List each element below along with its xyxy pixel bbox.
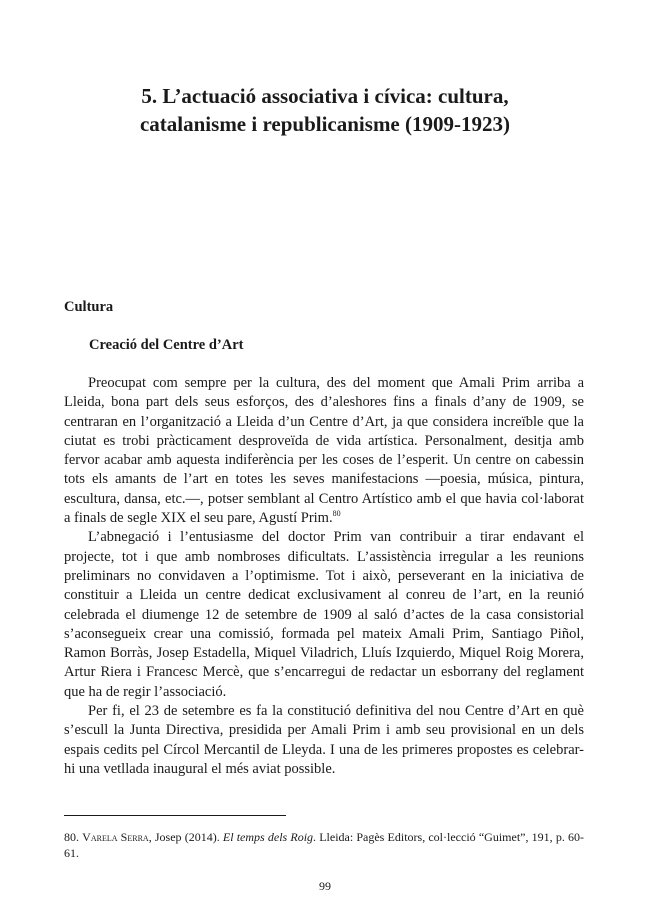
footnote-author: Varela Serra (82, 830, 149, 844)
subsection-heading: Creació del Centre d’Art (89, 337, 244, 353)
paragraph-2 (64, 528, 584, 702)
chapter-title-line-2: catalanisme i republicanisme (1909-1923) (139, 112, 510, 136)
section-heading: Cultura (64, 299, 114, 315)
footnote (64, 829, 584, 861)
footnote-divider (64, 815, 286, 816)
footnote-book-title: El temps dels Roig (222, 830, 314, 844)
paragraph-2-text: L’abnegació i l’entusiasme del doctor Prim van contribuir a tirar endavant el projecte, tot i que amb nombroses dificultats. L’assistència irregular a les reunions preliminars no convidaven a l’optimisme. Tot i això, perseverant en la iniciativa de constituir a Lleida un centre dedicat exclusivament al conreu de l’art, en la reunió celebrada el diumenge 12 de setembre de 1909 al saló d’actes de la casa consistorial s’aconsegueix crear una comissió, formada pel mateix Amali Prim, Santiago Piñol, Ramon Borràs, Josep Estadella, Miquel Viladrich, Lluís Izquierdo, Miquel Roig Morera, Artur Riera i Francesc Mercè, que s’encarregui de redactar un esborrany del reglament que ha de regir l’associació. (64, 529, 584, 700)
paragraph-1-text: Preocupat com sempre per la cultura, des del moment que Amali Prim arriba a Lleida, bona part dels seus esforços, des d’aleshores fins a finals d’any de 1909, se centraran en l’organització a Lleida d’un Centre d’Art, ja que considera increïble que la ciutat es trobi pràcticament desproveïda de vida artística. Personalment, desitja amb fervor acabar amb aquesta indiferència per les coses de l’esperit. Un centre on cabessin tots els amants de l’art en totes les seves manifestacions —poesia, música, pintura, escultura, dansa, etc.—, potser semblant al Centro Artístico amb el que havia col·laborat a finals de segle XIX el seu pare, Agustí Prim. (64, 375, 584, 527)
paragraph-1 (64, 374, 584, 528)
chapter-title-line-1: 5. L’actuació associativa i cívica: cultura, (141, 84, 509, 108)
paragraph-3-text: Per fi, el 23 de setembre es fa la constitució definitiva del nou Centre d’Art en què s’escull la Junta Directiva, presidida per Amali Prim i amb seu provisional en un dels espais cedits pel Círcol Mercantil de Lleyda. I una de les primeres propostes es celebrar-hi una vetllada inaugural el més aviat possible. (64, 703, 584, 777)
chapter-title (0, 82, 650, 138)
body-text (64, 374, 584, 779)
footnote-publication: . Lleida: Pagès Editors, col·lecció “Guimet”, 191, p. 60-61. (64, 830, 584, 860)
footnote-author-rest: , Josep (2014). (148, 830, 223, 844)
paragraph-3 (64, 702, 584, 779)
footnote-reference[interactable]: 80 (332, 509, 341, 519)
page-number: 99 (319, 879, 331, 893)
footnote-number: 80. (64, 830, 79, 844)
